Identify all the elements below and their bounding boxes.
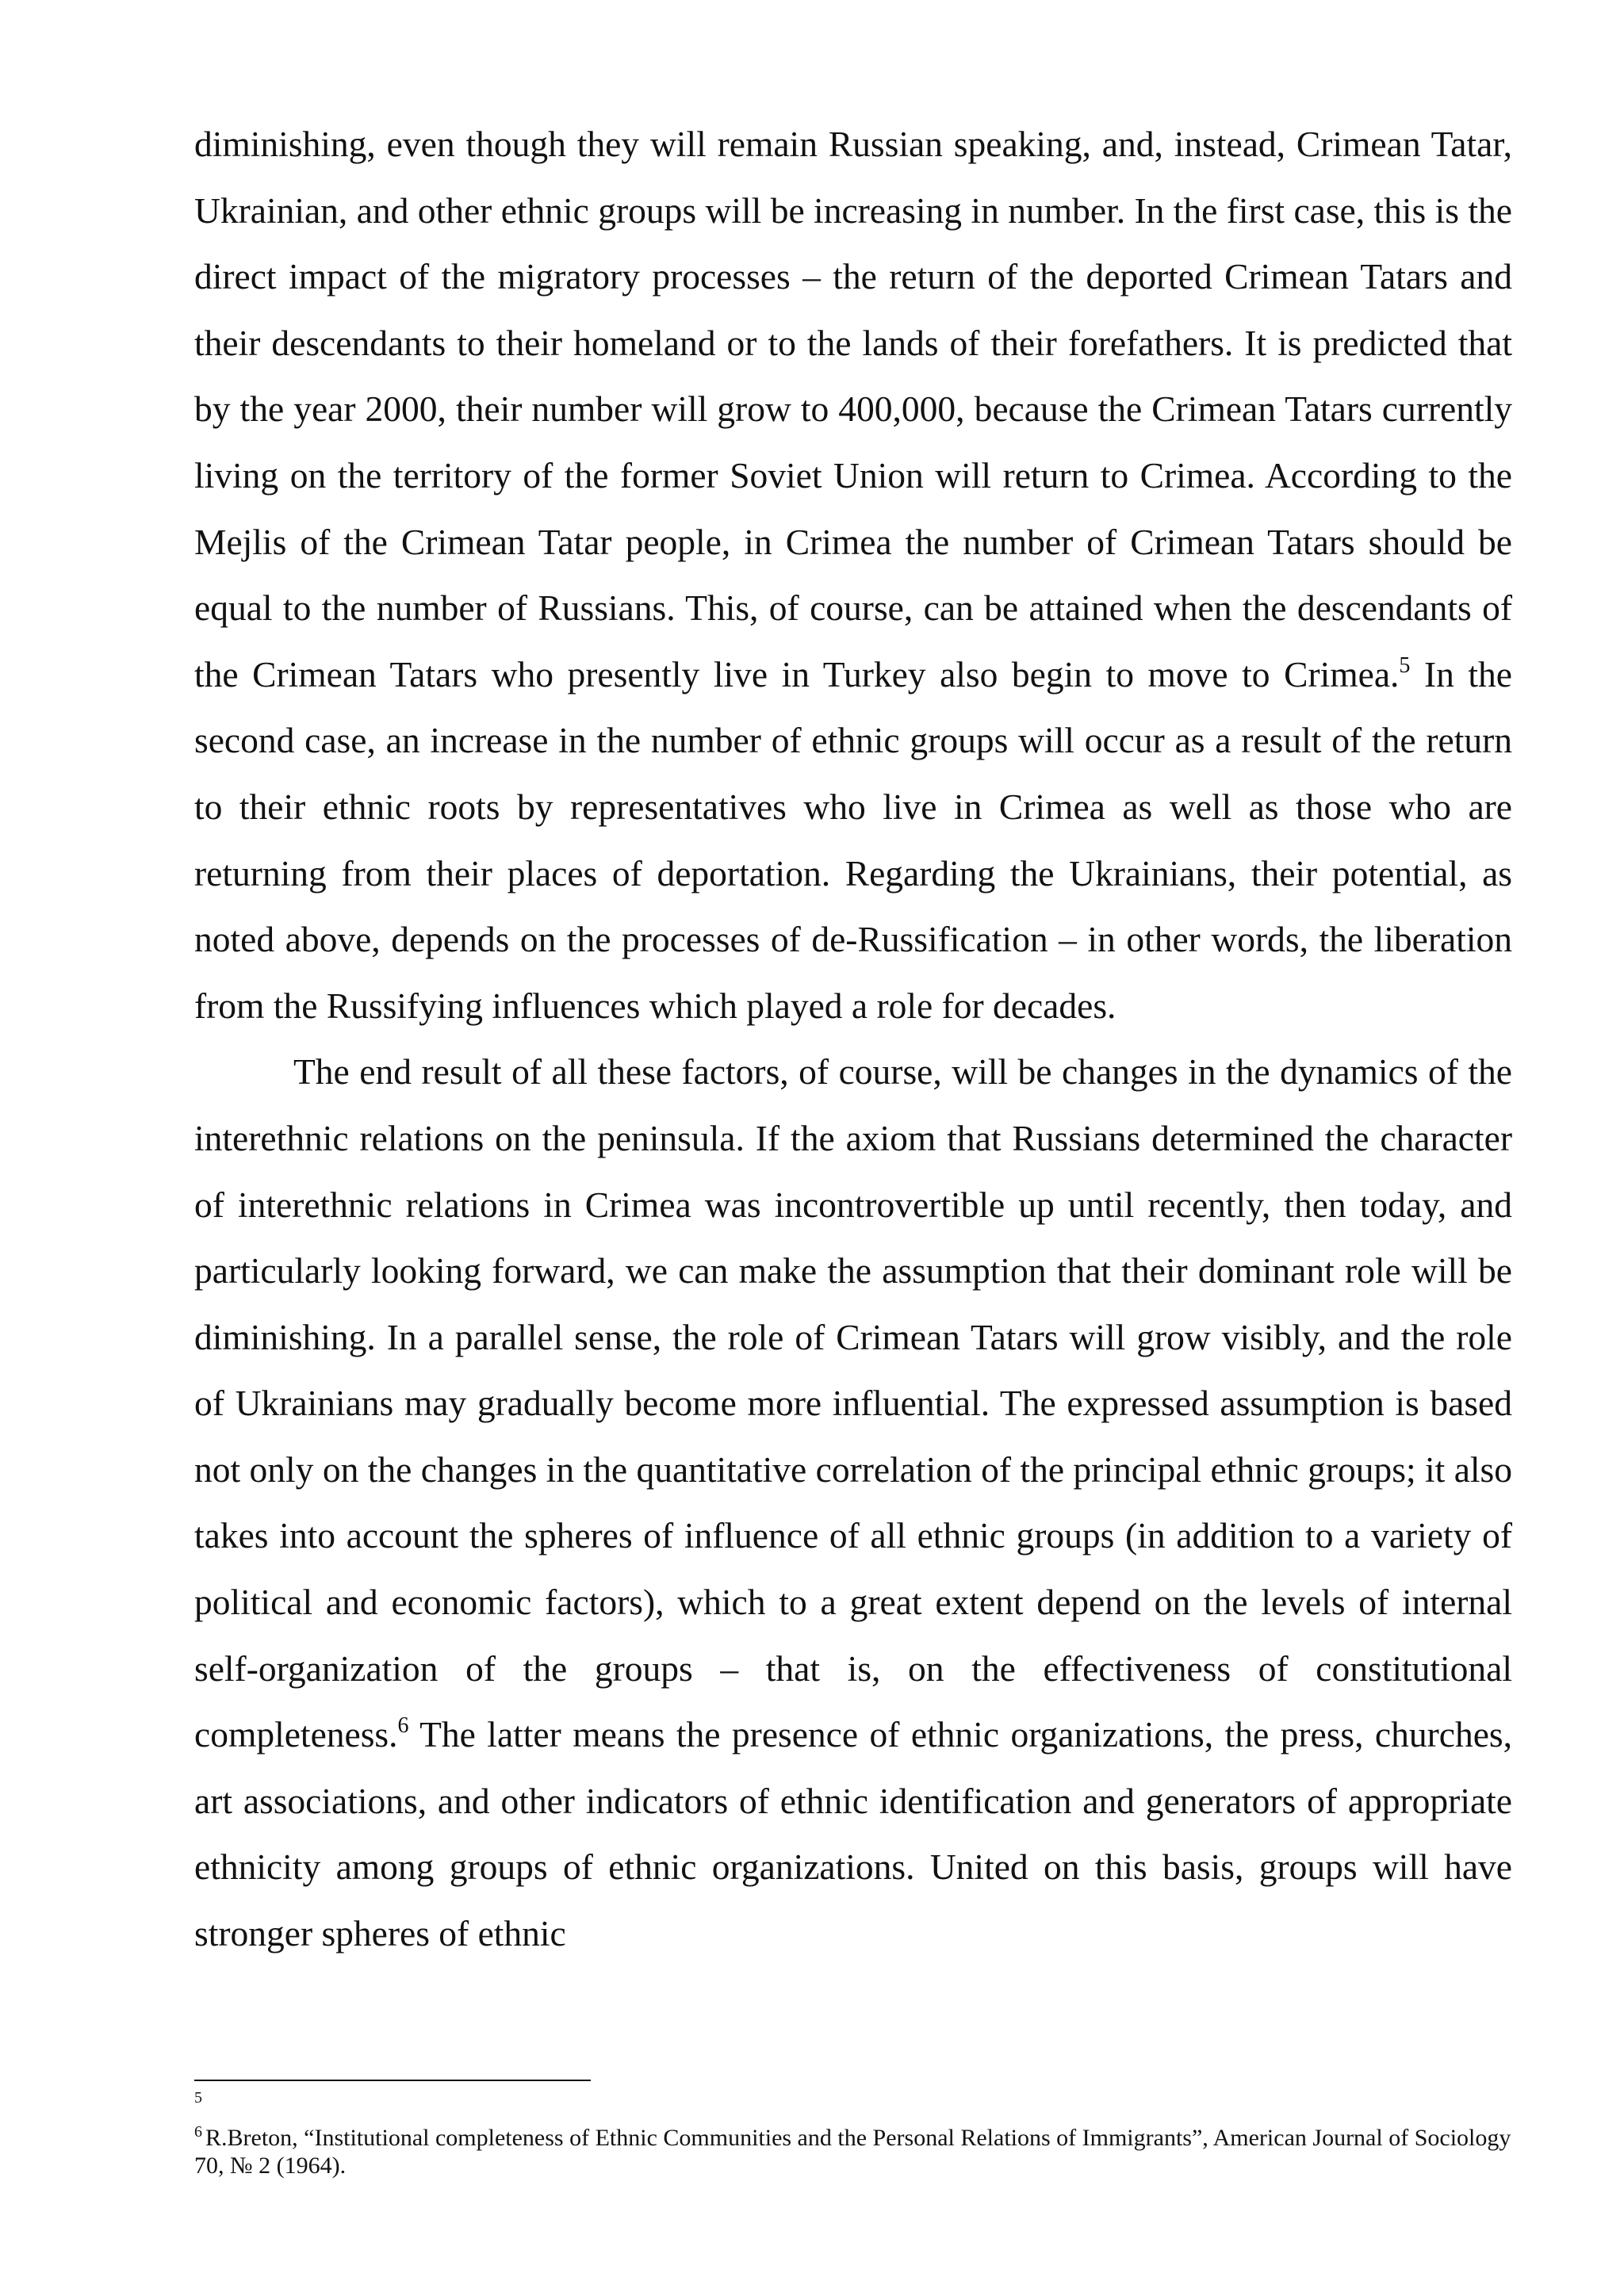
footnote-separator <box>194 2080 591 2081</box>
footnotes <box>194 2090 1512 2179</box>
footnote-ref-6[interactable]: 6 <box>397 1713 409 1739</box>
body-text <box>194 111 1512 1967</box>
footnote-6 <box>194 2124 1512 2179</box>
paragraph-1 <box>194 111 1512 1039</box>
footnote-5-mark: 5 <box>194 2089 202 2107</box>
paragraph-1-text-b: In the second case, an increase in the number of ethnic groups will occur as a result of the return to their ethnic roots by representatives who live in Crimea as well as those who are returning from their places of deportation. Regarding the Ukrainians, their potential, as noted above, depends on the processes of de-Russification – in other words, the liberation from the Russifying influences which played a role for decades. <box>194 653 1512 1026</box>
paragraph-2-text-b: The latter means the presence of ethnic organizations, the press, churches, art associations, and other indicators of ethnic identification and generators of appropriate ethnicity among groups of ethnic organizations. United on this basis, groups will have stronger spheres of ethnic <box>194 1714 1512 1954</box>
footnote-ref-5[interactable]: 5 <box>1399 652 1411 678</box>
footnote-6-mark: 6 <box>194 2123 202 2141</box>
footnote-6-text: R.Breton, “Institutional completeness of Ethnic Communities and the Personal Relations of Immigrants”, American Journal of Sociology 70, № 2 (1964). <box>194 2125 1511 2179</box>
paragraph-2-text-a: The end result of all these factors, of course, will be changes in the dynamics of the interethnic relations on the peninsula. If the axiom that Russians determined the character of interethnic relations in Crimea was incontrovertible up until recently, then today, and particularly looking forward, we can make the assumption that their dominant role will be diminishing. In a parallel sense, the role of Crimean Tatars will grow visibly, and the role of Ukrainians may gradually become more influential. The expressed assumption is based not only on the changes in the quantitative correlation of the principal ethnic groups; it also takes into account the spheres of influence of all ethnic groups (in addition to a variety of political and economic factors), which to a great extent depend on the levels of internal self-organization of the groups – that is, on the effectiveness of constitutional completeness. <box>194 1051 1512 1755</box>
paragraph-2 <box>194 1039 1512 1966</box>
paragraph-1-text-a: diminishing, even though they will remain Russian speaking, and, instead, Crimean Tatar, Ukrainian, and other ethnic groups will be increasing in number. In the first case, this is the direct impact of the migratory processes – the return of the deported Crimean Tatars and their descendants to their homeland or to the lands of their forefathers. It is predicted that by the year 2000, their number will grow to 400,000, because the Crimean Tatars currently living on the territory of the former Soviet Union will return to Crimea. According to the Mejlis of the Crimean Tatar people, in Crimea the number of Crimean Tatars should be equal to the number of Russians. This, of course, can be attained when the descendants of the Crimean Tatars who presently live in Turkey also begin to move to Crimea. <box>194 124 1512 695</box>
footnote-5 <box>194 2090 1512 2118</box>
